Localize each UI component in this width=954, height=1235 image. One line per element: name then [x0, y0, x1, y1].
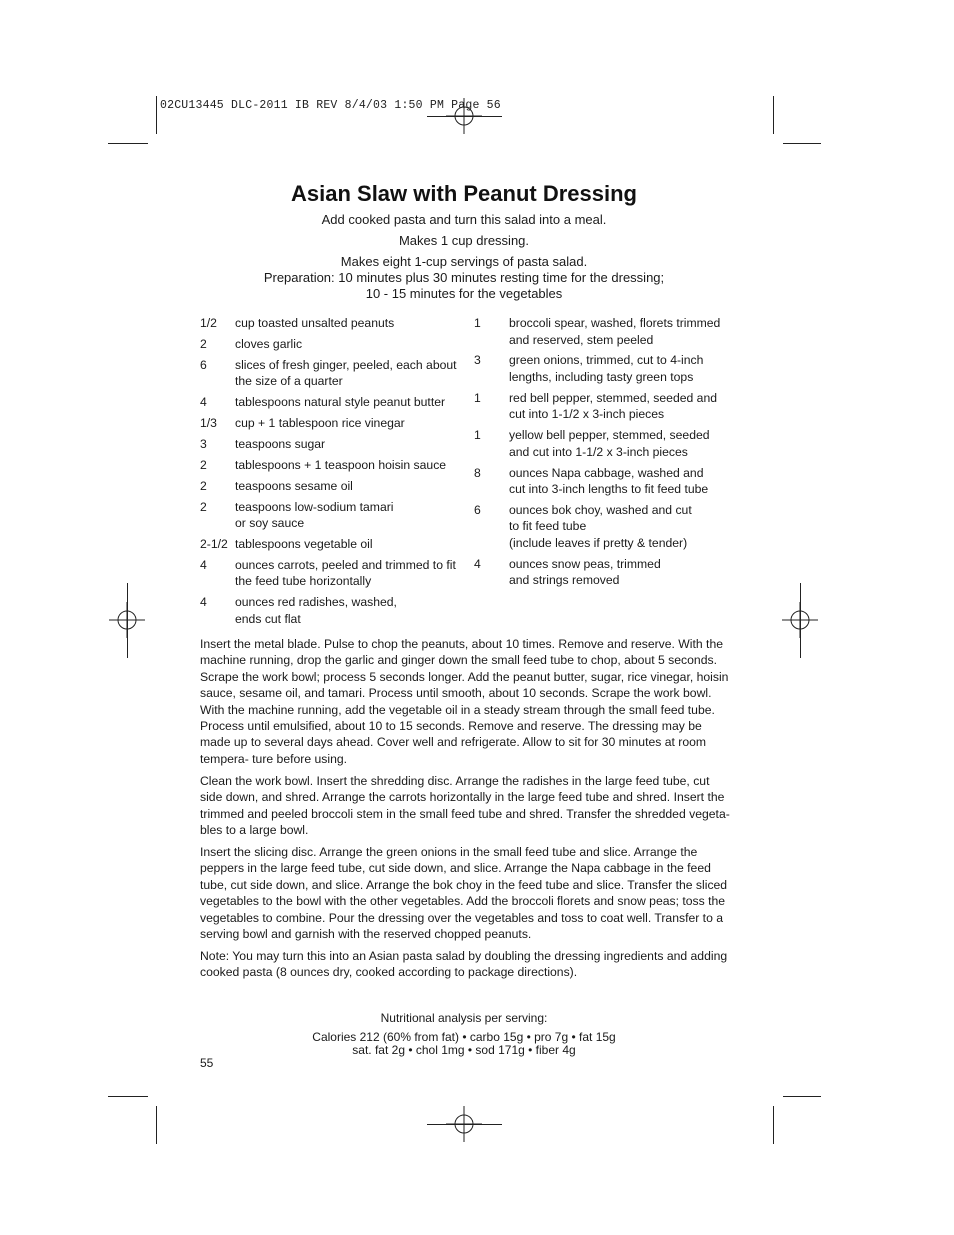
ingredients-right-column: [474, 315, 744, 593]
ingredient-qty: 1: [474, 390, 481, 405]
ingredient-qty: 2: [200, 457, 207, 472]
crop-mark-tl-h: [108, 143, 148, 144]
ingredient-item: [200, 357, 470, 390]
ingredient-item: [474, 427, 744, 460]
ingredient-item: [200, 394, 470, 411]
ingredient-item: [474, 556, 744, 589]
ingredient-desc: yellow bell pepper, stemmed, seeded and cut into 1-1/2 x 3-inch pieces: [509, 428, 710, 459]
recipe-title: Asian Slaw with Peanut Dressing: [291, 181, 637, 206]
ingredient-desc: red bell pepper, stemmed, seeded and cut into 1-1/2 x 3-inch pieces: [509, 390, 718, 422]
crop-mark-tr-v: [773, 96, 774, 134]
ingredient-qty: 4: [200, 395, 207, 410]
ingredient-desc: slices of fresh ginger, peeled, each about the size of a quarter: [235, 357, 457, 389]
ingredient-qty: 1: [474, 428, 481, 443]
ingredient-qty: 2-1/2: [200, 537, 228, 552]
ingredient-desc: teaspoons sesame oil: [235, 478, 353, 493]
instruction-paragraph: Insert the slicing disc. Arrange the green onions in the small feed tube and slice. Arrange the peppers in the large feed tube, cut side down, and slice. Arrange the Napa cabbage in the feed tube, cut side down, and slice. Arrange the bok choy in the feed tube and slice. Transfer the sliced vegetables to the bowl with the other vegetables. Add the broccoli florets and snow peas; toss the vegetables to combine. Pour the dressing over the vegetables and toss to coat well. Transfer to a serving bowl and garnish with the reserved chopped peanuts.: [200, 844, 728, 941]
ingredient-qty: 2: [200, 499, 207, 514]
page-number: 55: [200, 1056, 214, 1070]
ingredient-qty: 8: [474, 465, 481, 480]
ingredient-item: [200, 336, 470, 353]
ingredient-desc: ounces red radishes, washed, ends cut flat: [235, 595, 397, 626]
crop-mark-bl-v: [156, 1106, 157, 1144]
crop-mark-tr-h: [783, 143, 821, 144]
nutrition-line-1: Calories 212 (60% from fat) • carbo 15g • pro 7g • fat 15g: [312, 1030, 616, 1044]
instructions: [200, 636, 734, 986]
ingredient-item: [200, 415, 470, 432]
ingredient-desc: teaspoons low-sodium tamari or soy sauce: [235, 499, 394, 531]
ingredient-desc: cloves garlic: [235, 336, 303, 351]
crop-mark-top-stub: [427, 116, 502, 117]
ingredient-desc: cup toasted unsalted peanuts: [235, 316, 395, 330]
ingredient-qty: 1/3: [200, 416, 217, 431]
ingredient-qty: 3: [474, 353, 481, 368]
instruction-paragraph: Clean the work bowl. Insert the shredding disc. Arrange the radishes in the large feed tube, cut side down, and shred. Arrange the carrots horizontally in the large feed tube and shred. Insert the trimmed and peeled broccoli stem in the small feed tube and shred. Transfer the shredded vegeta- bles to a large bowl.: [200, 773, 730, 837]
ingredient-item: [200, 478, 470, 495]
ingredient-item: [474, 315, 744, 348]
ingredient-item: [200, 436, 470, 453]
crop-mark-bottom-stub: [427, 1124, 502, 1125]
ingredient-desc: tablespoons vegetable oil: [235, 537, 373, 552]
ingredient-desc: broccoli spear, washed, florets trimmed and reserved, stem peeled: [509, 316, 721, 347]
ingredient-item: [474, 352, 744, 385]
ingredient-desc: cup + 1 tablespoon rice vinegar: [235, 416, 405, 431]
ingredient-desc: ounces snow peas, trimmed and strings removed: [509, 556, 661, 588]
ingredient-qty: 4: [200, 557, 207, 572]
ingredient-item: [474, 502, 744, 552]
recipe-intro: Add cooked pasta and turn this salad into a meal.: [321, 212, 607, 227]
ingredient-desc: green onions, trimmed, cut to 4-inch lengths, including tasty green tops: [509, 353, 704, 384]
preparation-line-1: Preparation: 10 minutes plus 30 minutes resting time for the dressing;: [263, 270, 665, 285]
ingredient-qty: 1: [474, 316, 481, 330]
ingredient-item: [200, 594, 470, 627]
ingredient-qty: 2: [200, 336, 207, 351]
print-slug-line: 02CU13445 DLC-2011 IB REV 8/4/03 1:50 PM Page 56: [160, 99, 501, 112]
crop-mark-bl-h: [108, 1096, 148, 1097]
yield-salad: Makes eight 1-cup servings of pasta salad.: [340, 254, 588, 269]
ingredient-item: [200, 457, 470, 474]
crop-mark-br-h: [783, 1096, 821, 1097]
ingredient-qty: 1/2: [200, 316, 217, 330]
ingredient-desc: ounces bok choy, washed and cut to fit feed tube (include leaves if pretty & tender): [509, 502, 692, 550]
ingredient-item: [474, 390, 744, 423]
ingredient-desc: tablespoons + 1 teaspoon hoisin sauce: [235, 457, 447, 472]
nutrition-line-2: sat. fat 2g • chol 1mg • sod 171g • fiber 4g: [352, 1043, 576, 1057]
ingredients-left-column: [200, 315, 470, 632]
note-paragraph: Note: You may turn this into an Asian pasta salad by doubling the dressing ingredients and adding cooked pasta (8 ounces dry, cooked according to package directions).: [200, 948, 728, 980]
ingredient-item: [200, 536, 470, 553]
ingredient-desc: ounces carrots, peeled and trimmed to fit the feed tube horizontally: [235, 557, 456, 589]
ingredient-qty: 4: [200, 595, 207, 610]
nutrition-heading: Nutritional analysis per serving:: [380, 1011, 548, 1025]
ingredient-item: [200, 499, 470, 532]
ingredient-desc: tablespoons natural style peanut butter: [235, 395, 446, 410]
ingredient-desc: ounces Napa cabbage, washed and cut into 3-inch lengths to fit feed tube: [509, 465, 709, 497]
ingredient-qty: 2: [200, 478, 207, 493]
ingredient-desc: teaspoons sugar: [235, 436, 326, 451]
ingredient-qty: 6: [474, 502, 481, 517]
crop-mark-left-stub: [127, 583, 128, 658]
ingredient-qty: 3: [200, 436, 207, 451]
crop-mark-tl-v: [156, 96, 157, 134]
yield-dressing: Makes 1 cup dressing.: [398, 233, 530, 248]
ingredient-item: [474, 465, 744, 498]
preparation-line-2: 10 - 15 minutes for the vegetables: [365, 286, 563, 301]
ingredient-item: [200, 557, 470, 590]
ingredient-item: [200, 315, 470, 332]
ingredient-qty: 6: [200, 357, 207, 372]
crop-mark-br-v: [773, 1106, 774, 1144]
ingredient-qty: 4: [474, 556, 481, 571]
instruction-paragraph: Insert the metal blade. Pulse to chop the peanuts, about 10 times. Remove and reserve. With the machine running, drop the garlic and ginger down the small feed tube to chop, about 5 seconds. Scrape the work bowl; process 5 seconds longer. Add the peanut butter, sugar, rice vinegar, hoisin sauce, sesame oil, and tamari. Process until smooth, about 10 seconds. Scrape the work bowl. With the machine running, add the vegetable oil in a steady stream through the small feed tube. Process until emulsified, about 10 to 15 seconds. Remove and reserve. The dressing may be made up to several days ahead. Cover well and refrigerate. Allow to sit for 30 minutes at room tempera- ture before using.: [200, 637, 729, 766]
crop-mark-right-stub: [800, 583, 801, 658]
